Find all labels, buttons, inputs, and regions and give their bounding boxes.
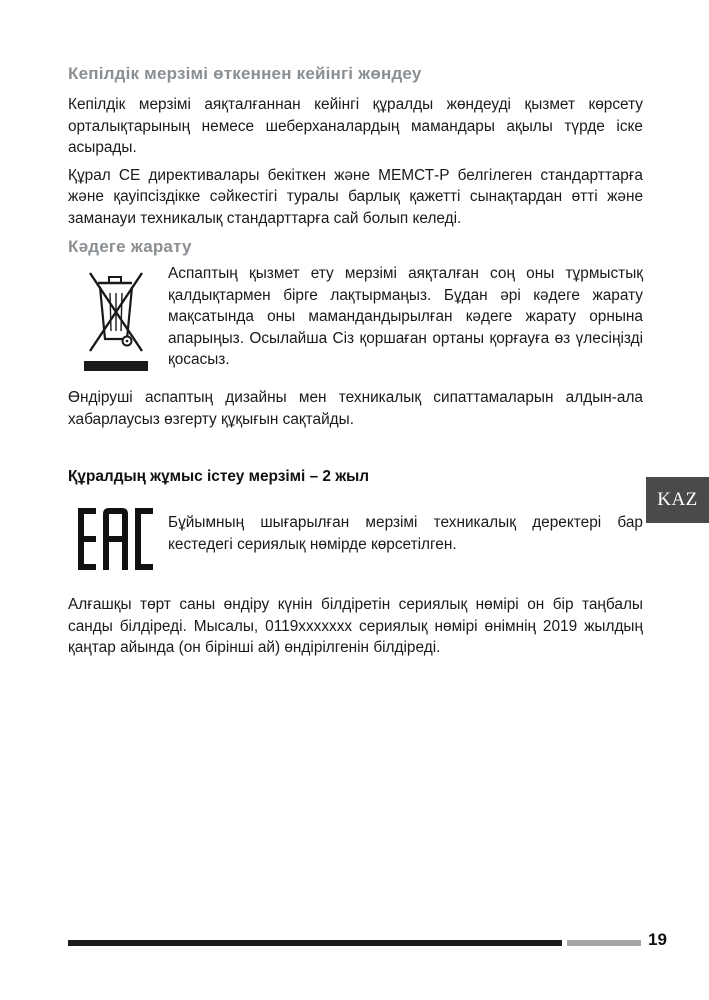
service-life-heading: Құралдың жұмыс істеу мерзімі – 2 жыл xyxy=(68,468,370,485)
language-tab: KAZ xyxy=(646,477,709,523)
page-content xyxy=(68,64,643,659)
warranty-paragraph-2: Құрал СЕ директивалары бекіткен және МЕМСТ-Р белгілеген стандарттарға және қауіпсіздікке сәйкестігі туралы барлық қажетті сынақтардан өтті және заманауи техникалық стандарттарға сай болып келеді. xyxy=(68,166,643,227)
warranty-heading: Кепілдік мерзімі өткеннен кейінгі жөндеу xyxy=(68,64,422,83)
disposal-heading: Кәдеге жарату xyxy=(68,237,192,256)
eac-text: Бұйымның шығарылған мерзімі техникалық деректері бар кестедегі сериялық нөмірде көрсетілген. xyxy=(168,514,643,553)
crossed-bin-icon xyxy=(80,269,150,375)
footer-bar-light xyxy=(567,940,641,946)
eac-mark-icon xyxy=(78,508,154,570)
warranty-paragraph-1: Кепілдік мерзімі аяқталғаннан кейінгі құралды жөндеуді қызмет көрсету орталықтарының немесе шеберханалардың мамандары ақылы түрде іске асырады. xyxy=(68,96,643,156)
manufacturer-note: Өндіруші аспаптың дизайны мен техникалық сипаттамаларын алдын-ала хабарлаусыз өзгерту құқығын сақтайды. xyxy=(68,389,643,428)
page-number: 19 xyxy=(648,930,667,949)
disposal-text: Аспаптың қызмет ету мерзімі аяқталған соң оны тұрмыстық қалдықтармен бірге лақтырмаңыз. Бұдан әрі кәдеге жарату мақсатында оны мамандандырылған кәдеге жарату орнына апарыңыз. Осылайша Сіз қоршаған ортаны қорғауға өз үлесіңізді қосасыз. xyxy=(168,265,643,368)
serial-number-text: Алғашқы төрт саны өндіру күнін білдіретін сериялық нөмірі он бір таңбалы санды білдіреді. Мысалы, 0119ххххххх сериялық нөмірі өнімнің 2019 жылдың қаңтар айында (он бірінші ай) өндірілгенін білдіреді. xyxy=(68,596,643,656)
eac-block xyxy=(68,500,643,590)
disposal-block xyxy=(68,261,643,387)
footer-bar-dark xyxy=(68,940,562,946)
